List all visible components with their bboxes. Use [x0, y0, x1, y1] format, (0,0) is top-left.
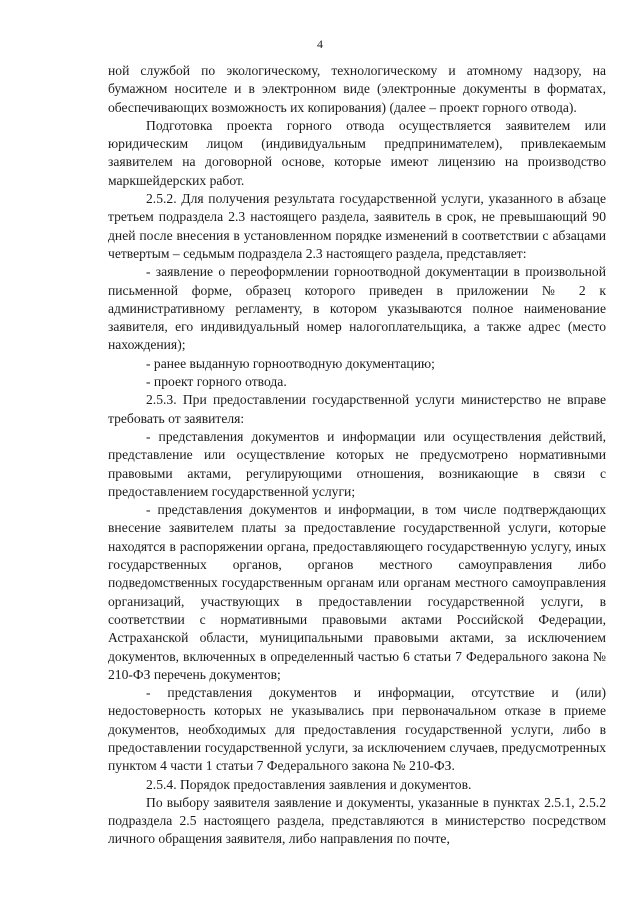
paragraph: По выбору заявителя заявление и документы, указанные в пунктах 2.5.1, 2.5.2 подраздела 2.5 настоящего раздела, представляются в министерство посредством личного обращения заявителя, либо направления по почте,: [108, 794, 606, 847]
paragraph: - представления документов и информации, отсутствие и (или) недостоверность которых не указывались при первоначальном отказе в приеме документов, необходимых для предоставления государственной услуги, либо в предоставлении государственной услуги, за исключением случаев, предусмотренных пунктом 4 части 1 статьи 7 Федерального закона № 210-ФЗ.: [108, 685, 606, 774]
paragraph: ной службой по экологическому, технологическому и атомному надзору, на бумажном носителе и в электронном виде (электронные документы в форматах, обеспечивающих возможность их копирования) (далее – проект горного отвода).: [108, 63, 606, 115]
paragraph: - ранее выданную горноотводную документацию;: [146, 355, 435, 371]
paragraph: - заявление о переоформлении горноотводной документации в произвольной письменной форме, образец которого приведен в приложении № 2 к административному регламенту, в котором указываются полное наименование заявителя, его индивидуальный номер налогоплательщика, а также адрес (место нахождения);: [108, 264, 606, 353]
paragraph: Подготовка проекта горного отвода осуществляется заявителем или юридическим лицом (индивидуальным предпринимателем), привлекаемым заявителем на договорной основе, которые имеют лицензию на производство маркшейдерских работ.: [108, 117, 606, 188]
document-body: [108, 62, 606, 849]
paragraph: - проект горного отвода.: [146, 374, 287, 390]
page-number: 4: [317, 37, 323, 51]
paragraph: - представления документов и информации, в том числе подтверждающих внесение заявителем платы за предоставление государственной услуги, которые находятся в распоряжении органа, предоставляющего государственную услугу, иных государственных органов, органов местного самоуправления либо подведомственных государственным органам или органам местного самоуправления организаций, участвующих в предоставлении государственной услуги, в соответствии с нормативными правовыми актами Российской Федерации, Астраханской области, муниципальными правовыми актами, за исключением документов, включенных в определенный частью 6 статьи 7 Федерального закона № 210-ФЗ перечень документов;: [108, 502, 606, 682]
paragraph: 2.5.2. Для получения результата государственной услуги, указанного в абзаце третьем подраздела 2.3 настоящего раздела, заявитель в срок, не превышающий 90 дней после внесения в установленном порядке изменений в соответствии с абзацами четвертым – седьмым подраздела 2.3 настоящего раздела, представляет:: [108, 191, 606, 261]
paragraph: 2.5.3. При предоставлении государственной услуги министерство не вправе требовать от заявителя:: [108, 392, 606, 426]
paragraph: - представления документов и информации или осуществления действий, представление или осуществление которых не предусмотрено нормативными правовыми актами, регулирующими отношения, возникающие в связи с предоставлением государственной услуги;: [108, 428, 606, 499]
paragraph: 2.5.4. Порядок предоставления заявления и документов.: [146, 776, 472, 792]
